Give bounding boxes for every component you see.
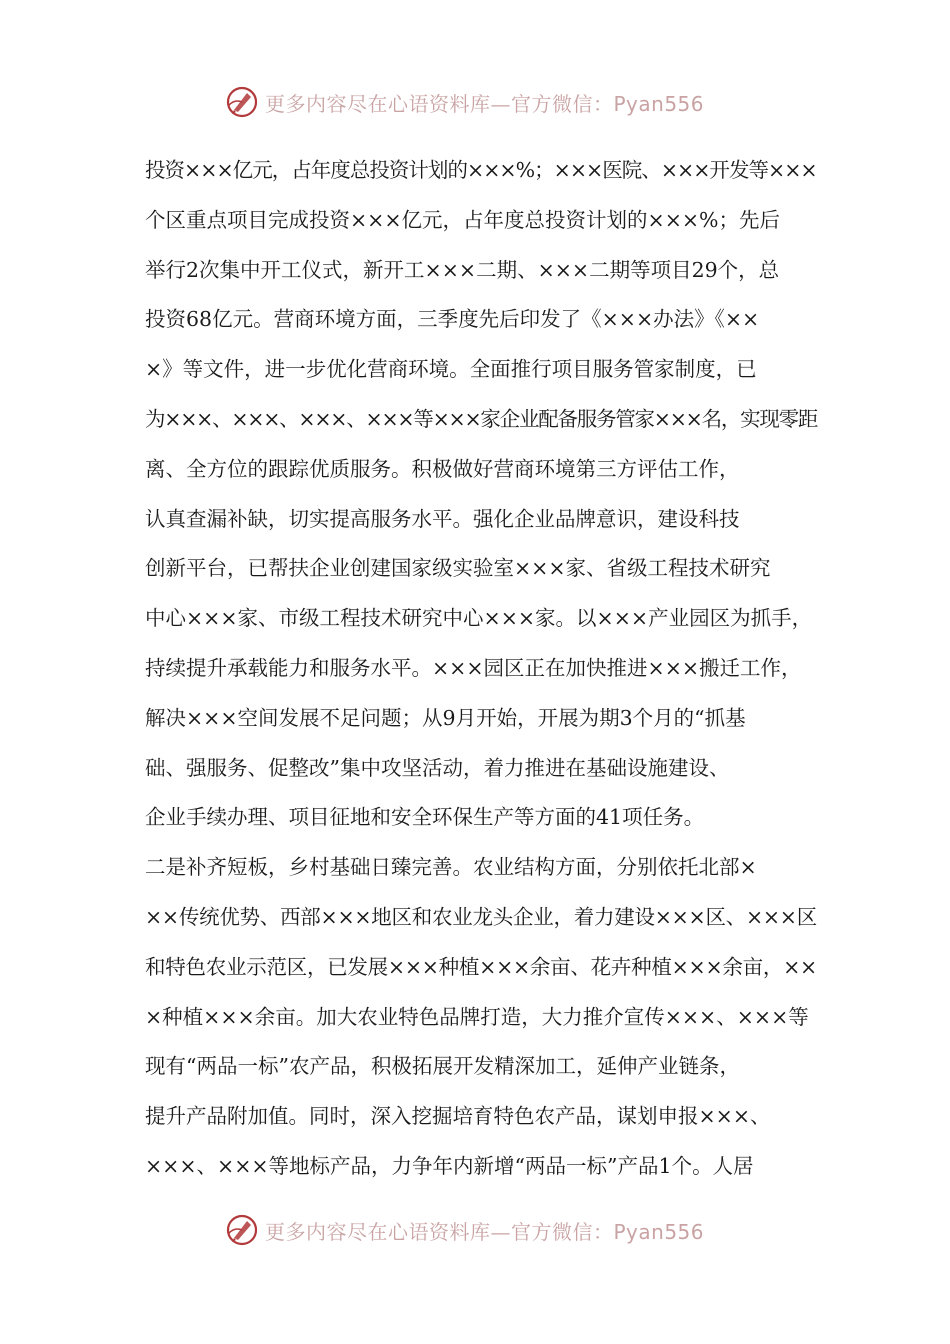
text-line: ×》等文件，进一步优化营商环境。全面推行项目服务管家制度，已 [145,357,757,382]
body-text [145,146,817,1192]
text-line: 持续提升承载能力和服务水平。×××园区正在加快推进×××搬迁工作， [145,655,802,680]
text-line: 解决×××空间发展不足问题；从9月开始，开展为期3个月的“抓基 [145,705,746,730]
text-line: 认真查漏补缺，切实提高服务水平。强化企业品牌意识，建设科技 [145,506,740,531]
text-line: 中心×××家、市级工程技术研究中心×××家。以×××产业园区为抓手， [145,606,813,631]
header-banner [225,82,725,122]
text-line: ××传统优势、西部×××地区和农业龙头企业，着力建设×××区、×××区 [145,904,817,929]
text-line: 投资×××亿元，占年度总投资计划的×××%；×××医院、×××开发等××× [145,158,817,182]
text-line: 举行2次集中开工仪式，新开工×××二期、×××二期等项目29个，总 [145,257,780,282]
pen-nib-logo-icon [225,1213,259,1247]
header-banner-wechat-id: Pyan556 [613,91,705,116]
header-banner-text [265,88,704,117]
text-line: 为×××、×××、×××、×××等×××家企业配备服务管家×××名，实现零距 [145,406,818,431]
text-line: 创新平台，已帮扶企业创建国家级实验室×××家、省级工程技术研究 [145,556,771,581]
text-line: 础、强服务、促整改”集中攻坚活动，着力推进在基础设施建设、 [145,755,730,780]
text-line: 和特色农业示范区，已发展×××种植×××余亩、花卉种植×××余亩，×× [145,954,817,979]
footer-banner-cn: 更多内容尽在心语资料库—官方微信： [265,1219,614,1244]
footer-banner-text [265,1216,704,1245]
pen-nib-logo-icon [225,85,259,119]
text-line: 现有“两品一标”农产品，积极拓展开发精深加工，延伸产业链条， [145,1054,740,1079]
footer-banner [225,1210,725,1250]
text-line: 个区重点项目完成投资×××亿元，占年度总投资计划的×××%；先后 [145,207,781,232]
text-line: 提升产品附加值。同时，深入挖掘培育特色农产品，谋划申报×××、 [145,1104,771,1129]
text-line: 投资68亿元。营商环境方面，三季度先后印发了《×××办法》《×× [145,307,760,332]
text-line: 离、全方位的跟踪优质服务。积极做好营商环境第三方评估工作， [145,456,740,481]
text-line: 二是补齐短板，乡村基础日臻完善。农业结构方面，分别依托北部× [145,855,757,880]
text-line: ×××、×××等地标产品，力争年内新增“两品一标”产品1个。人居 [145,1153,754,1178]
text-line: ×种植×××余亩。加大农业特色品牌打造，大力推介宣传×××、×××等 [145,1004,809,1029]
text-line: 企业手续办理、项目征地和安全环保生产等方面的41项任务。 [145,805,705,830]
footer-banner-wechat-id: Pyan556 [613,1219,705,1244]
header-banner-cn: 更多内容尽在心语资料库—官方微信： [265,91,614,116]
